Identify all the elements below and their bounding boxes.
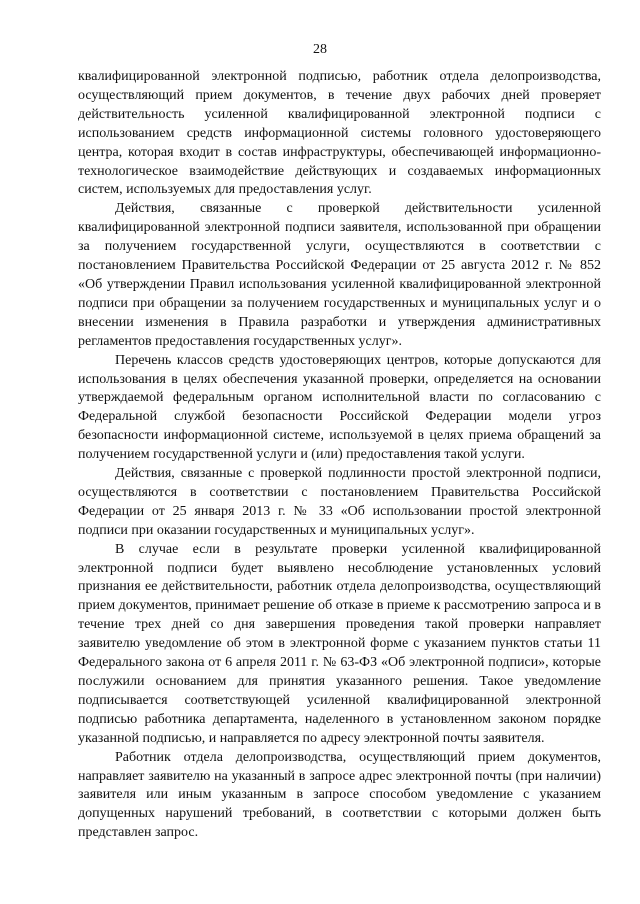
paragraph-5: В случае если в результате проверки усиленной квалифицированной электронной подписи будет выявлено несоблюдение установленных условий признания ее действительности, работник отдела делопроизводства, осуществляющий прием документов, принимает решение об отказе в приеме к рассмотрению запроса и в течение трех дней со дня завершения проведения такой проверки направляет заявителю уведомление об этом в электронной форме с указанием пунктов статьи 11 Федерального закона от 6 апреля 2011 г. № 63-ФЗ «Об электронной подписи», которые послужили основанием для принятия указанного решения. Такое уведомление подписывается соответствующей усиленной квалифицированной электронной подписью работника департамента, наделенного в установленном законом порядке указанной подписью, и направляется по адресу электронной почты заявителя. xyxy=(78,541,601,746)
paragraph-6: Работник отдела делопроизводства, осуществляющий прием документов, направляет заявителю на указанный в запросе адрес электронной почты (при наличии) заявителя или иным указанным в запросе способом уведомление с указанием допущенных нарушений требований, в соответствии с которыми должен быть представлен запрос. xyxy=(78,749,601,841)
paragraph-1: квалифицированной электронной подписью, работник отдела делопроизводства, осуществляющий прием документов, в течение двух рабочих дней проверяет действительность усиленной квалифицированной электронной подписи с использованием средств информационной системы головного удостоверяющего центра, которая входит в состав инфраструктуры, обеспечивающей информационно-технологическое взаимодействие действующих и создаваемых информационных систем, используемых для предоставления услуг. xyxy=(78,69,601,198)
paragraph-3: Перечень классов средств удостоверяющих центров, которые допускаются для использования в целях обеспечения указанной проверки, определяется на основании утверждаемой федеральным органом исполнительной власти по согласованию с Федеральной службой безопасности Российской Федерации модели угроз безопасности информационной системе, используемой в целях приема обращений за получением государственной услуги и (или) предоставления такой услуги. xyxy=(78,352,601,463)
page-number: 28 xyxy=(313,42,327,57)
document-body xyxy=(78,68,601,843)
paragraph-2: Действия, связанные с проверкой действительности усиленной квалифицированной электронной подписи заявителя, использованной при обращении за получением государственной услуги, осуществляются в соответствии с постановлением Правительства Российской Федерации от 25 августа 2012 г. № 852 «Об утверждении Правил использования усиленной квалифицированной электронной подписи при обращении за получением государственных и муниципальных услуг и о внесении изменения в Правила разработки и утверждения административных регламентов предоставления государственных услуг». xyxy=(78,201,601,349)
paragraph-4: Действия, связанные с проверкой подлинности простой электронной подписи, осуществляются в соответствии с постановлением Правительства Российской Федерации от 25 января 2013 г. № 33 «Об использовании простой электронной подписи при оказании государственных и муниципальных услуг». xyxy=(78,466,601,538)
